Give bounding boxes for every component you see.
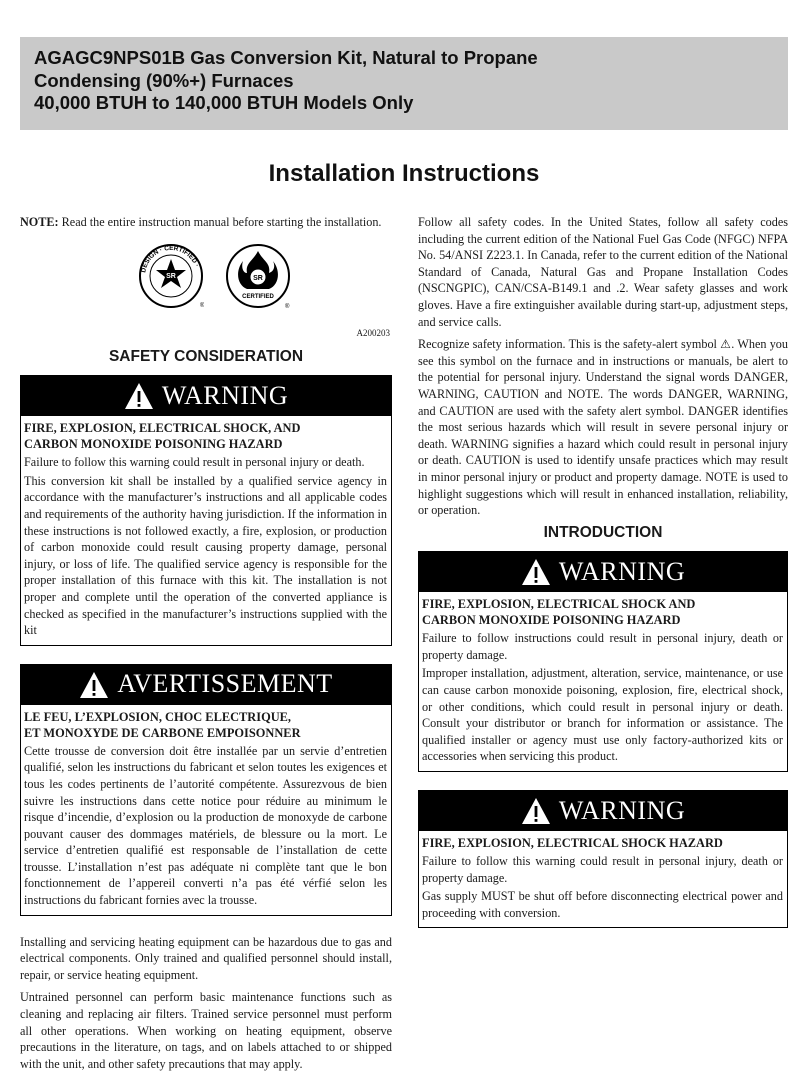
warning-paragraph: Failure to follow instructions could result in personal injury, death or property damage. (422, 631, 783, 662)
warning-body (21, 705, 391, 915)
note (20, 214, 392, 231)
warning-banner (21, 376, 391, 416)
body-paragraph: Follow all safety codes. In the United States, follow all safety codes including the current edition of the National Fuel Gas Code (NFGC) NFPA No. 54/ANSI Z223.1. In Canada, refer to the current edition of the National Standard of Canada, Natural Gas and Propane Installation Codes (NSCNGPIC), CAN/CSA-B149.1 and .2. Wear safety glasses and work gloves. Have a fire extinguisher available during start-up, adjustment steps, and service calls. (418, 215, 788, 329)
design-certified-logo (138, 243, 204, 309)
logo2-mark: SR (253, 274, 263, 282)
svg-text:®: ® (285, 303, 290, 309)
note-label: NOTE: (20, 215, 59, 229)
svg-text:®: ® (200, 302, 204, 309)
page-title: Installation Instructions (268, 160, 540, 187)
warning-banner (419, 791, 787, 831)
avertissement-box (20, 664, 392, 916)
warning-box-2 (418, 551, 788, 772)
warning-paragraph: Failure to follow this warning could result in personal injury or death. (24, 455, 365, 470)
warning-triangle-icon (124, 382, 154, 410)
logo2-text: CERTIFIED (242, 293, 274, 300)
warning-label: WARNING (558, 556, 686, 586)
warning-paragraph: This conversion kit shall be installed by a qualified service agency in accordance with the manufacturer’s instructions and all applicable codes and requirements of the authority having jurisdiction. If the information in these instructions is not followed exactly, a fire, explosion, or production of carbon monoxide could result causing property damage, personal injury, or loss of life. The qualified service agency is responsible for the proper installation of this furnace with this kit. The installation is not proper and complete until the operation of the converted appliance is checked as specified in the manufacturer’s instructions supplied with the kit (24, 473, 387, 638)
warning-box-3 (418, 790, 788, 928)
alert-symbol-icon: ⚠ (720, 337, 732, 352)
logo1-ring-text: DESIGN · CERTIFIED · (140, 244, 201, 273)
body-paragraph: Untrained personnel can perform basic maintenance functions such as cleaning and replacing air filters. Trained service personnel must perform all other operations. When working on heating equipment, observe precautions in the literature, on tags, and on labels attached to or shipped with the unit, and other safety precautions that may apply. (20, 990, 392, 1071)
section-title-introduction: INTRODUCTION (543, 523, 663, 541)
warning-paragraph: Gas supply MUST be shut off before disconnecting electrical power and proceeding with conversion. (422, 889, 783, 920)
warning-heading: FIRE, EXPLOSION, ELECTRICAL SHOCK HAZARD (422, 836, 723, 851)
section-title-safety: SAFETY CONSIDERATION (108, 347, 304, 365)
warning-body (21, 416, 391, 645)
header-line-3: 40,000 BTUH to 140,000 BTUH Models Only (34, 92, 414, 113)
header-line-2: Condensing (90%+) Furnaces (34, 69, 294, 91)
note-text: Read the entire instruction manual before starting the installation. (58, 215, 382, 229)
csa-certified-logo (225, 243, 291, 309)
warning-banner (21, 665, 391, 705)
right-column (418, 214, 788, 946)
certification-logos (20, 243, 392, 343)
warning-heading: FIRE, EXPLOSION, ELECTRICAL SHOCK, AND CARBON MONOXIDE POISONING HAZARD (24, 421, 301, 452)
warning-triangle-icon (521, 797, 551, 825)
warning-body (419, 831, 787, 927)
warning-triangle-icon (521, 558, 551, 586)
warning-paragraph: Cette trousse de conversion doit être installée par un servie d’entretien qualifié, selon les instructions du fabricant et selon toutes les exigences et tous les codes pertinents de l’autorité compétente. Assurezvous de bien suivre les instructions dans cette notice pour réduire au minimum le risque d’incendie, d’explosion ou la production de monoxyde de carbone pouvant causer des dommages matériels, de blessure ou la mort. Le service d’entretien qualifié est responsable de l’installation de cette trousse. L’installation n’est pas adéquate ni complète tant que le bon fonctionnement de l’appereil converti n’a pas été vérfié selon les instructions du fabricant fornies avec la trousse. (24, 743, 387, 908)
warning-label: AVERTISSEMENT (117, 669, 333, 699)
warning-triangle-icon (79, 671, 109, 699)
warning-paragraph: Improper installation, adjustment, alteration, service, maintenance, or use can cause carbon monoxide poisoning, explosion, fire, electrical shock, or other conditions, which could result in personal injury or death. Consult your distributor or branch for information or assistance. The qualified installer or agency must use only factory-authorized kits or accessories when servicing this product. (422, 666, 783, 764)
warning-label: WARNING (161, 380, 289, 410)
header-line-1: AGAGC9NPS01B Gas Conversion Kit, Natural to Propane (34, 47, 538, 68)
warning-label: WARNING (558, 795, 686, 825)
logo1-mark: SR (166, 272, 176, 280)
safety-symbol-paragraph: Recognize safety information. This is the safety-alert symbol ⚠. When you see this symbol on the furnace and in instructions or manuals, be alert to the potential for personal injury. Understand the signal words DANGER, WARNING, CAUTION and NOTE. The words DANGER, WARNING, and CAUTION are used with the safety alert symbol. DANGER identifies the most serious hazards which will result in severe personal injury or death. WARNING signifies a hazard which could result in personal injury or death. CAUTION is used to identify unsafe practices which may result in minor personal injury or product and property damage. NOTE is used to highlight suggestions which will result in enhanced installation, reliability, or operation. (418, 337, 788, 518)
warning-banner (419, 552, 787, 592)
warning-heading: FIRE, EXPLOSION, ELECTRICAL SHOCK AND CARBON MONOXIDE POISONING HAZARD (422, 597, 696, 628)
warning-heading: LE FEU, L’EXPLOSION, CHOC ELECTRIQUE, ET MONOXYDE DE CARBONE EMPOISONNER (24, 709, 301, 740)
figure-code: A200203 (356, 327, 390, 338)
document-header (20, 37, 788, 130)
body-paragraph: Installing and servicing heating equipment can be hazardous due to gas and electrical components. Only trained and qualified personnel should install, repair, or service heating equipment. (20, 934, 392, 982)
warning-body (419, 592, 787, 771)
warning-box-1 (20, 375, 392, 646)
left-column (20, 214, 392, 1078)
warning-paragraph: Failure to follow this warning could result in personal injury, death or property damage. (422, 854, 783, 885)
